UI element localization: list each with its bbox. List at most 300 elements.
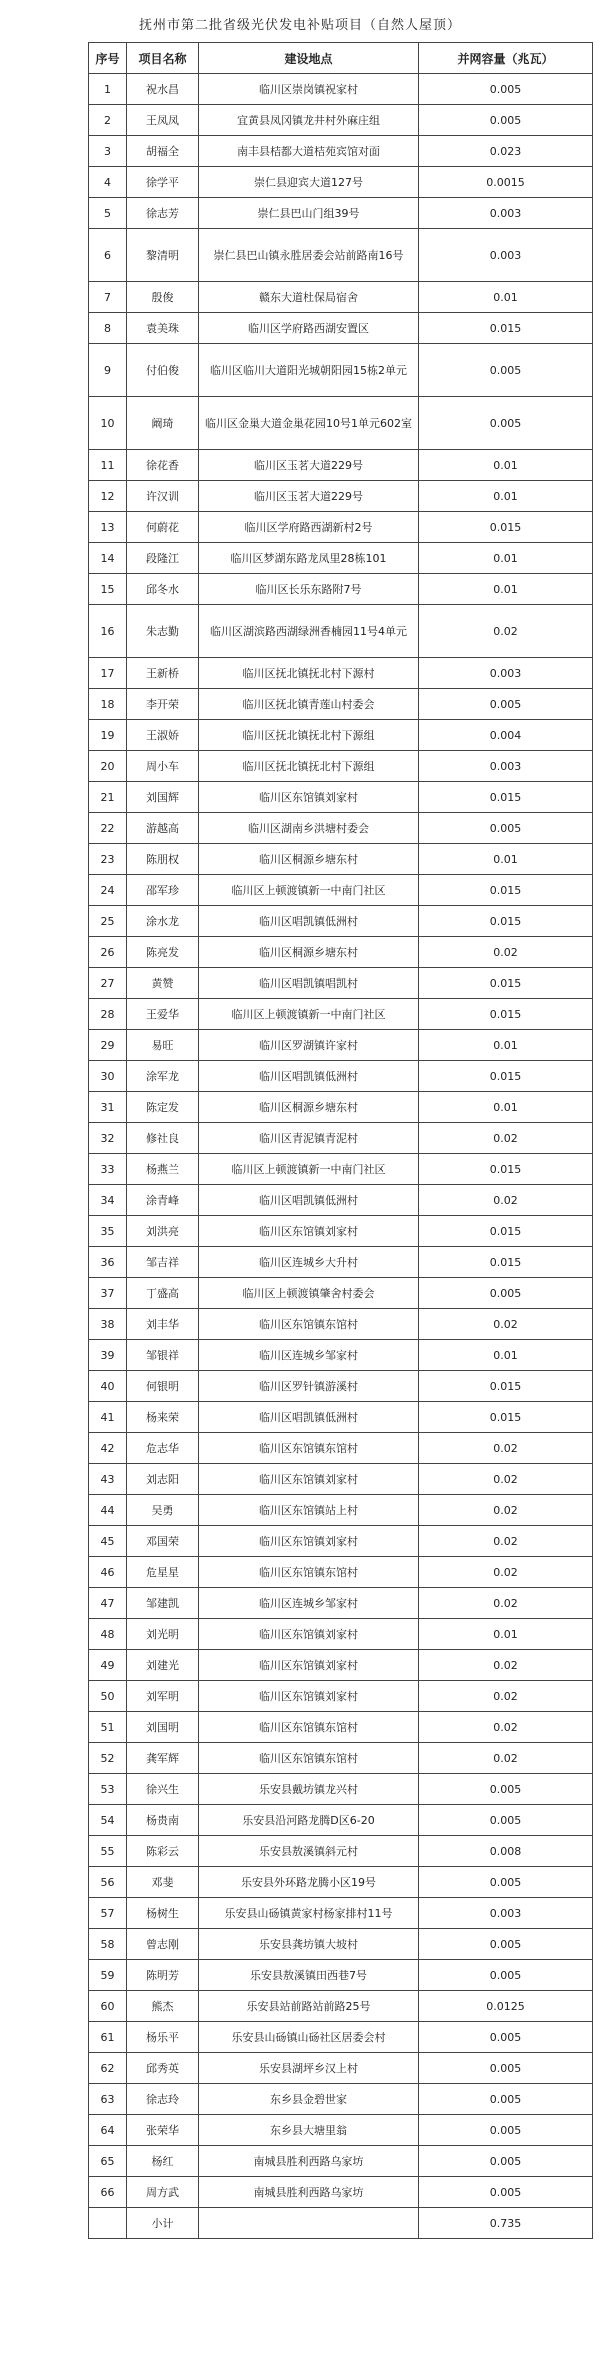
cell-address: 临川区湖南乡洪塘村委会 (199, 813, 419, 844)
cell-no: 11 (89, 450, 127, 481)
table-row (89, 751, 593, 782)
cell-capacity: 0.015 (419, 512, 593, 543)
cell-no: 10 (89, 397, 127, 450)
cell-name: 邹银祥 (127, 1340, 199, 1371)
cell-name: 邱秀英 (127, 2053, 199, 2084)
cell-name: 丁盛高 (127, 1278, 199, 1309)
cell-address: 临川区唱凯镇低洲村 (199, 1061, 419, 1092)
cell-name: 刘军明 (127, 1681, 199, 1712)
cell-address: 临川区连城乡邹家村 (199, 1340, 419, 1371)
cell-no (89, 2208, 127, 2239)
cell-no: 63 (89, 2084, 127, 2115)
header-no: 序号 (89, 43, 127, 74)
cell-no: 53 (89, 1774, 127, 1805)
cell-name: 涂青峰 (127, 1185, 199, 1216)
cell-address: 乐安县龚坊镇大坡村 (199, 1929, 419, 1960)
cell-address: 临川区唱凯镇低洲村 (199, 1185, 419, 1216)
cell-capacity: 0.005 (419, 2115, 593, 2146)
table-row (89, 512, 593, 543)
table-row (89, 2084, 593, 2115)
cell-capacity: 0.015 (419, 782, 593, 813)
table-row (89, 937, 593, 968)
cell-name: 刘国辉 (127, 782, 199, 813)
cell-no: 39 (89, 1340, 127, 1371)
table-row (89, 1433, 593, 1464)
table-row (89, 906, 593, 937)
cell-name: 曾志刚 (127, 1929, 199, 1960)
cell-address: 临川区东馆镇站上村 (199, 1495, 419, 1526)
table-row (89, 1619, 593, 1650)
table-row (89, 1278, 593, 1309)
cell-address: 临川区东馆镇东馆村 (199, 1309, 419, 1340)
cell-capacity: 0.005 (419, 344, 593, 397)
cell-name: 邓国荣 (127, 1526, 199, 1557)
cell-no: 49 (89, 1650, 127, 1681)
cell-name: 徐志芳 (127, 198, 199, 229)
cell-address: 乐安县山砀镇黄家村杨家排村11号 (199, 1898, 419, 1929)
cell-capacity: 0.02 (419, 1743, 593, 1774)
cell-capacity: 0.005 (419, 1774, 593, 1805)
table-row (89, 313, 593, 344)
cell-address: 临川区连城乡邹家村 (199, 1588, 419, 1619)
cell-capacity: 0.023 (419, 136, 593, 167)
cell-address: 临川区上顿渡镇新一中南门社区 (199, 1154, 419, 1185)
cell-address: 临川区桐源乡塘东村 (199, 844, 419, 875)
cell-capacity: 0.02 (419, 1123, 593, 1154)
cell-no: 46 (89, 1557, 127, 1588)
table-row (89, 1371, 593, 1402)
cell-address: 临川区学府路西湖新村2号 (199, 512, 419, 543)
cell-no: 51 (89, 1712, 127, 1743)
cell-no: 64 (89, 2115, 127, 2146)
table-row (89, 1526, 593, 1557)
cell-address: 乐安县山砀镇山砀社区居委会村 (199, 2022, 419, 2053)
cell-name: 徐志玲 (127, 2084, 199, 2115)
cell-address: 临川区桐源乡塘东村 (199, 937, 419, 968)
cell-no: 25 (89, 906, 127, 937)
cell-no: 31 (89, 1092, 127, 1123)
cell-no: 40 (89, 1371, 127, 1402)
cell-name: 朱志勤 (127, 605, 199, 658)
cell-capacity: 0.02 (419, 1526, 593, 1557)
cell-no: 26 (89, 937, 127, 968)
cell-no: 32 (89, 1123, 127, 1154)
cell-address: 临川区东馆镇东馆村 (199, 1712, 419, 1743)
cell-no: 61 (89, 2022, 127, 2053)
cell-name: 易旺 (127, 1030, 199, 1061)
table-row (89, 574, 593, 605)
cell-no: 29 (89, 1030, 127, 1061)
cell-address: 临川区连城乡大升村 (199, 1247, 419, 1278)
table-row (89, 1712, 593, 1743)
cell-no: 50 (89, 1681, 127, 1712)
table-row (89, 1991, 593, 2022)
table-row (89, 543, 593, 574)
cell-name: 刘国明 (127, 1712, 199, 1743)
cell-address: 临川区东馆镇东馆村 (199, 1433, 419, 1464)
table-row (89, 720, 593, 751)
cell-no: 6 (89, 229, 127, 282)
cell-address: 南城县胜利西路乌家坊 (199, 2177, 419, 2208)
cell-capacity: 0.005 (419, 2146, 593, 2177)
cell-name: 邵军珍 (127, 875, 199, 906)
cell-capacity: 0.005 (419, 2022, 593, 2053)
cell-no: 33 (89, 1154, 127, 1185)
cell-no: 42 (89, 1433, 127, 1464)
cell-name: 刘建光 (127, 1650, 199, 1681)
total-capacity: 0.735 (419, 2208, 593, 2239)
cell-address: 临川区抚北镇青莲山村委会 (199, 689, 419, 720)
table-row (89, 968, 593, 999)
cell-address: 临川区上顿渡镇新一中南门社区 (199, 999, 419, 1030)
cell-no: 65 (89, 2146, 127, 2177)
cell-capacity: 0.015 (419, 1154, 593, 1185)
cell-no: 30 (89, 1061, 127, 1092)
cell-no: 45 (89, 1526, 127, 1557)
cell-name: 刘光明 (127, 1619, 199, 1650)
table-row (89, 1154, 593, 1185)
cell-capacity: 0.01 (419, 282, 593, 313)
cell-no: 16 (89, 605, 127, 658)
cell-capacity: 0.02 (419, 1557, 593, 1588)
cell-no: 41 (89, 1402, 127, 1433)
cell-name: 许汉训 (127, 481, 199, 512)
cell-capacity: 0.005 (419, 1867, 593, 1898)
cell-name: 修社良 (127, 1123, 199, 1154)
cell-capacity: 0.005 (419, 2084, 593, 2115)
cell-address: 乐安县敖溪镇斜元村 (199, 1836, 419, 1867)
cell-no: 66 (89, 2177, 127, 2208)
cell-capacity: 0.003 (419, 1898, 593, 1929)
cell-name: 邹吉祥 (127, 1247, 199, 1278)
cell-no: 43 (89, 1464, 127, 1495)
table-header-row (89, 43, 593, 74)
cell-capacity: 0.02 (419, 1650, 593, 1681)
cell-name: 黎清明 (127, 229, 199, 282)
cell-no: 1 (89, 74, 127, 105)
cell-name: 杨红 (127, 2146, 199, 2177)
cell-no: 27 (89, 968, 127, 999)
cell-capacity: 0.02 (419, 1464, 593, 1495)
cell-address: 临川区东馆镇刘家村 (199, 1216, 419, 1247)
cell-address: 临川区抚北镇抚北村下源组 (199, 751, 419, 782)
cell-capacity: 0.02 (419, 1309, 593, 1340)
cell-capacity: 0.02 (419, 1588, 593, 1619)
cell-address: 临川区罗湖镇许家村 (199, 1030, 419, 1061)
cell-name: 杨贵南 (127, 1805, 199, 1836)
cell-capacity: 0.005 (419, 2177, 593, 2208)
cell-capacity: 0.003 (419, 751, 593, 782)
cell-no: 7 (89, 282, 127, 313)
cell-name: 祝水昌 (127, 74, 199, 105)
cell-name: 王淑娇 (127, 720, 199, 751)
cell-no: 22 (89, 813, 127, 844)
table-row (89, 782, 593, 813)
cell-name: 陈亮发 (127, 937, 199, 968)
cell-capacity: 0.005 (419, 689, 593, 720)
cell-name: 张荣华 (127, 2115, 199, 2146)
cell-capacity: 0.015 (419, 1061, 593, 1092)
header-address: 建设地点 (199, 43, 419, 74)
table-row (89, 1557, 593, 1588)
subsidy-table (88, 42, 593, 2239)
cell-address: 临川区临川大道阳光城朝阳园15栋2单元 (199, 344, 419, 397)
cell-capacity: 0.005 (419, 1960, 593, 1991)
cell-address: 乐安县戴坊镇龙兴村 (199, 1774, 419, 1805)
cell-name: 周方武 (127, 2177, 199, 2208)
cell-no: 17 (89, 658, 127, 689)
table-row (89, 481, 593, 512)
cell-name: 陈彩云 (127, 1836, 199, 1867)
table-row (89, 167, 593, 198)
cell-name: 刘志阳 (127, 1464, 199, 1495)
table-row (89, 1929, 593, 1960)
cell-no: 47 (89, 1588, 127, 1619)
cell-capacity: 0.003 (419, 229, 593, 282)
cell-name: 王爱华 (127, 999, 199, 1030)
cell-no: 20 (89, 751, 127, 782)
cell-name: 刘洪亮 (127, 1216, 199, 1247)
cell-capacity: 0.005 (419, 1929, 593, 1960)
cell-name: 徐学平 (127, 167, 199, 198)
cell-capacity: 0.0015 (419, 167, 593, 198)
table-row (89, 2146, 593, 2177)
cell-name: 杨燕兰 (127, 1154, 199, 1185)
table-row (89, 344, 593, 397)
cell-no: 35 (89, 1216, 127, 1247)
cell-capacity: 0.015 (419, 313, 593, 344)
table-row (89, 1960, 593, 1991)
cell-no: 9 (89, 344, 127, 397)
table-row (89, 1836, 593, 1867)
table-row (89, 1495, 593, 1526)
cell-address (199, 2208, 419, 2239)
table-body (89, 74, 593, 2239)
cell-address: 临川区崇岗镇祝家村 (199, 74, 419, 105)
cell-name: 涂军龙 (127, 1061, 199, 1092)
cell-name: 袁美珠 (127, 313, 199, 344)
cell-no: 52 (89, 1743, 127, 1774)
cell-address: 崇仁县巴山门组39号 (199, 198, 419, 229)
table-row (89, 1216, 593, 1247)
cell-name: 陈朋权 (127, 844, 199, 875)
cell-no: 23 (89, 844, 127, 875)
cell-no: 24 (89, 875, 127, 906)
cell-name: 段隆江 (127, 543, 199, 574)
cell-no: 59 (89, 1960, 127, 1991)
cell-address: 临川区东馆镇刘家村 (199, 1464, 419, 1495)
cell-capacity: 0.01 (419, 543, 593, 574)
table-row (89, 689, 593, 720)
cell-capacity: 0.01 (419, 1092, 593, 1123)
table-row (89, 1898, 593, 1929)
cell-address: 临川区东馆镇刘家村 (199, 782, 419, 813)
cell-capacity: 0.01 (419, 481, 593, 512)
cell-name: 周小车 (127, 751, 199, 782)
table-row (89, 1402, 593, 1433)
cell-no: 62 (89, 2053, 127, 2084)
cell-address: 乐安县站前路站前路25号 (199, 1991, 419, 2022)
cell-capacity: 0.015 (419, 999, 593, 1030)
cell-no: 2 (89, 105, 127, 136)
table-row (89, 1123, 593, 1154)
cell-capacity: 0.01 (419, 574, 593, 605)
table-row (89, 844, 593, 875)
table-row (89, 282, 593, 313)
cell-capacity: 0.005 (419, 397, 593, 450)
cell-capacity: 0.02 (419, 1712, 593, 1743)
cell-capacity: 0.005 (419, 105, 593, 136)
table-row (89, 198, 593, 229)
cell-address: 临川区唱凯镇低洲村 (199, 1402, 419, 1433)
cell-capacity: 0.003 (419, 198, 593, 229)
cell-capacity: 0.015 (419, 906, 593, 937)
cell-capacity: 0.004 (419, 720, 593, 751)
cell-name: 刘丰华 (127, 1309, 199, 1340)
cell-capacity: 0.02 (419, 1681, 593, 1712)
table-row (89, 1340, 593, 1371)
table-row (89, 229, 593, 282)
cell-no: 4 (89, 167, 127, 198)
cell-capacity: 0.01 (419, 450, 593, 481)
table-row (89, 1061, 593, 1092)
table-row (89, 2115, 593, 2146)
table-row (89, 2177, 593, 2208)
cell-name: 王凤凤 (127, 105, 199, 136)
cell-no: 58 (89, 1929, 127, 1960)
cell-name: 危星星 (127, 1557, 199, 1588)
cell-capacity: 0.01 (419, 1340, 593, 1371)
table-row (89, 999, 593, 1030)
cell-name: 杨乐平 (127, 2022, 199, 2053)
cell-capacity: 0.005 (419, 1805, 593, 1836)
cell-no: 8 (89, 313, 127, 344)
cell-address: 南丰县桔都大道桔苑宾馆对面 (199, 136, 419, 167)
cell-address: 乐安县沿河路龙腾D区6-20 (199, 1805, 419, 1836)
cell-no: 57 (89, 1898, 127, 1929)
cell-address: 临川区学府路西湖安置区 (199, 313, 419, 344)
cell-capacity: 0.005 (419, 1278, 593, 1309)
cell-name: 熊杰 (127, 1991, 199, 2022)
table-row (89, 875, 593, 906)
cell-no: 34 (89, 1185, 127, 1216)
cell-name: 龚军辉 (127, 1743, 199, 1774)
cell-address: 南城县胜利西路乌家坊 (199, 2146, 419, 2177)
table-row (89, 605, 593, 658)
cell-name: 付伯俊 (127, 344, 199, 397)
table-row (89, 397, 593, 450)
table-row (89, 1092, 593, 1123)
cell-address: 临川区玉茗大道229号 (199, 481, 419, 512)
cell-no: 12 (89, 481, 127, 512)
cell-capacity: 0.02 (419, 937, 593, 968)
cell-no: 13 (89, 512, 127, 543)
cell-no: 55 (89, 1836, 127, 1867)
cell-no: 3 (89, 136, 127, 167)
cell-address: 临川区桐源乡塘东村 (199, 1092, 419, 1123)
table-row (89, 1650, 593, 1681)
table-row (89, 1805, 593, 1836)
cell-no: 38 (89, 1309, 127, 1340)
cell-capacity: 0.003 (419, 658, 593, 689)
cell-capacity: 0.02 (419, 1185, 593, 1216)
cell-name: 胡福全 (127, 136, 199, 167)
cell-address: 临川区梦湖东路龙凤里28栋101 (199, 543, 419, 574)
cell-no: 54 (89, 1805, 127, 1836)
cell-capacity: 0.015 (419, 1371, 593, 1402)
cell-no: 48 (89, 1619, 127, 1650)
cell-no: 5 (89, 198, 127, 229)
cell-address: 东乡县金碧世家 (199, 2084, 419, 2115)
table-row (89, 1185, 593, 1216)
table-row (89, 1464, 593, 1495)
table-row (89, 1247, 593, 1278)
table-row (89, 1588, 593, 1619)
cell-capacity: 0.005 (419, 813, 593, 844)
table-row (89, 1030, 593, 1061)
document-title: 抚州市第二批省级光伏发电补贴项目（自然人屋顶） (138, 18, 461, 33)
cell-address: 临川区上顿渡镇新一中南门社区 (199, 875, 419, 906)
cell-address: 临川区长乐东路附7号 (199, 574, 419, 605)
cell-name: 徐花香 (127, 450, 199, 481)
cell-address: 赣东大道杜保局宿舍 (199, 282, 419, 313)
cell-name: 徐兴生 (127, 1774, 199, 1805)
cell-no: 37 (89, 1278, 127, 1309)
cell-address: 临川区东馆镇刘家村 (199, 1526, 419, 1557)
table-row (89, 105, 593, 136)
cell-capacity: 0.02 (419, 605, 593, 658)
cell-capacity: 0.015 (419, 1402, 593, 1433)
table-row (89, 136, 593, 167)
cell-address: 崇仁县巴山镇永胜居委会站前路南16号 (199, 229, 419, 282)
cell-address: 东乡县大塘里翁 (199, 2115, 419, 2146)
table-row (89, 74, 593, 105)
table-row (89, 2053, 593, 2084)
cell-name: 陈定发 (127, 1092, 199, 1123)
cell-address: 临川区湖滨路西湖绿洲香楠园11号4单元 (199, 605, 419, 658)
cell-address: 乐安县敖溪镇田西巷7号 (199, 1960, 419, 1991)
cell-capacity: 0.008 (419, 1836, 593, 1867)
cell-name: 游越高 (127, 813, 199, 844)
cell-name: 殷俊 (127, 282, 199, 313)
cell-no: 19 (89, 720, 127, 751)
cell-no: 14 (89, 543, 127, 574)
cell-capacity: 0.015 (419, 1247, 593, 1278)
total-label: 小计 (127, 2208, 199, 2239)
cell-address: 临川区东馆镇刘家村 (199, 1619, 419, 1650)
cell-capacity: 0.0125 (419, 1991, 593, 2022)
table-row (89, 658, 593, 689)
cell-capacity: 0.01 (419, 1619, 593, 1650)
cell-no: 56 (89, 1867, 127, 1898)
cell-capacity: 0.015 (419, 968, 593, 999)
cell-name: 涂水龙 (127, 906, 199, 937)
table-row (89, 1867, 593, 1898)
table-row (89, 1309, 593, 1340)
cell-name: 黄赞 (127, 968, 199, 999)
table-row (89, 1681, 593, 1712)
cell-name: 杨树生 (127, 1898, 199, 1929)
cell-address: 崇仁县迎宾大道127号 (199, 167, 419, 198)
total-row (89, 2208, 593, 2239)
cell-no: 21 (89, 782, 127, 813)
cell-address: 临川区抚北镇抚北村下源组 (199, 720, 419, 751)
cell-address: 宜黄县凤冈镇龙井村外麻庄组 (199, 105, 419, 136)
cell-address: 临川区东馆镇刘家村 (199, 1681, 419, 1712)
table-row (89, 1774, 593, 1805)
cell-no: 18 (89, 689, 127, 720)
cell-name: 吴勇 (127, 1495, 199, 1526)
